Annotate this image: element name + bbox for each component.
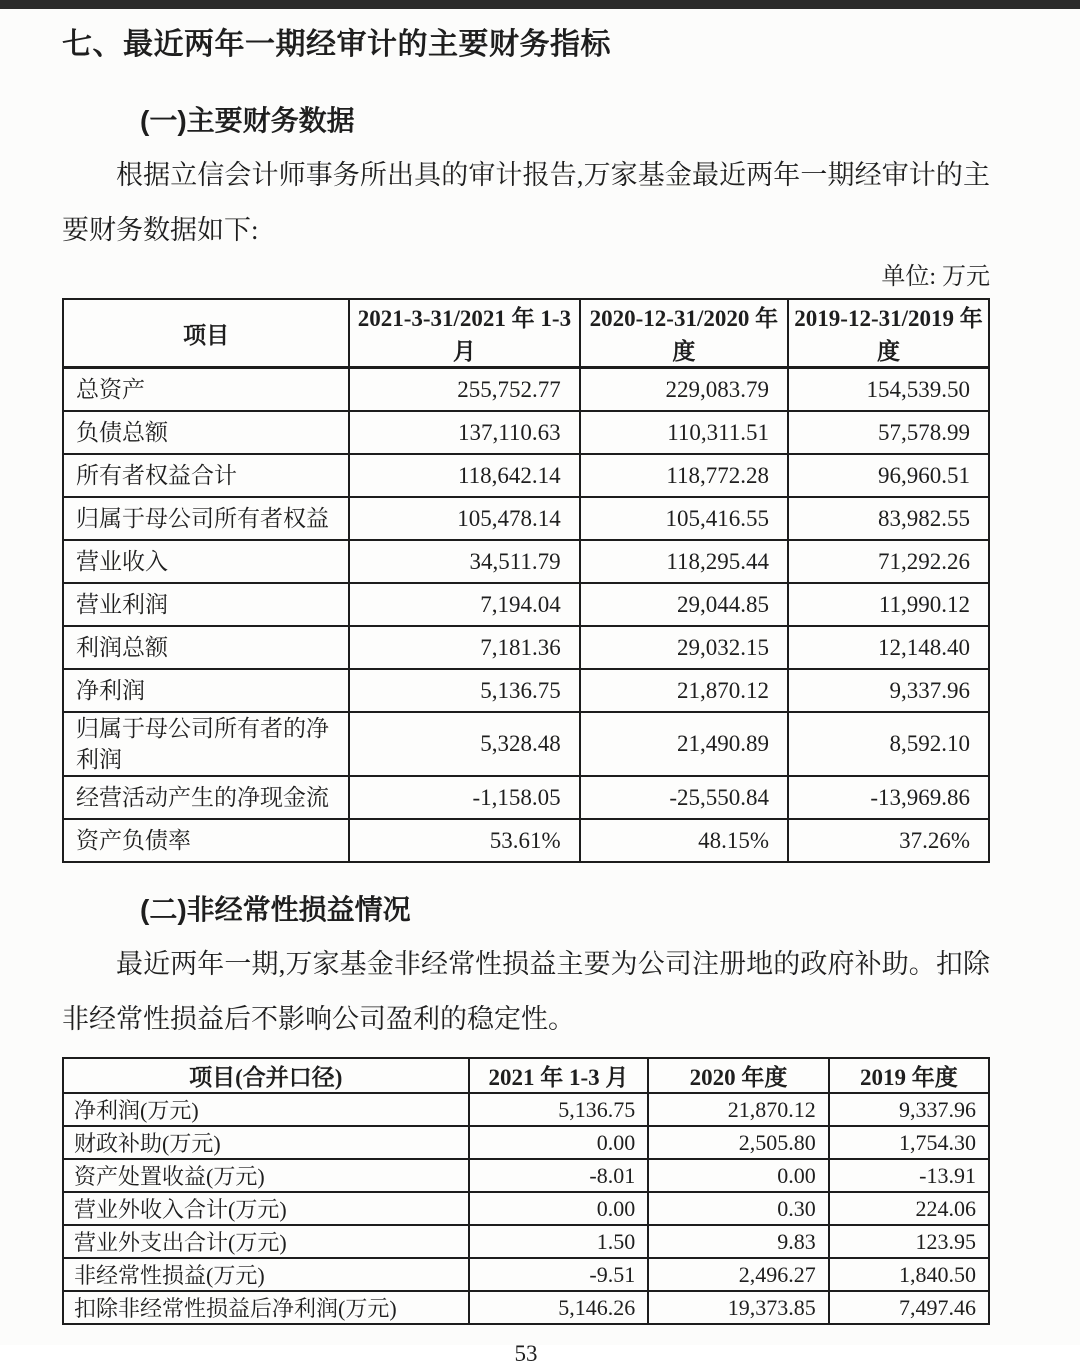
table-header-row <box>63 1058 989 1093</box>
cell-value: 5,136.75 <box>469 1093 649 1126</box>
row-label: 负债总额 <box>63 411 349 454</box>
cell-value: 9,337.96 <box>788 669 989 712</box>
row-label: 总资产 <box>63 368 349 412</box>
header-cell-2021: 2021-3-31/2021 年 1-3 月 <box>349 299 580 368</box>
cell-value: 0.00 <box>469 1126 649 1159</box>
table-row <box>63 1126 989 1159</box>
window-top-edge <box>0 0 1080 9</box>
cell-value: 137,110.63 <box>349 411 580 454</box>
row-label: 财政补助(万元) <box>63 1126 469 1159</box>
cell-value: 29,032.15 <box>580 626 788 669</box>
row-label: 利润总额 <box>63 626 349 669</box>
cell-value: -13.91 <box>829 1159 989 1192</box>
cell-value: 2,496.27 <box>648 1258 829 1291</box>
table-row <box>63 1291 989 1324</box>
cell-value: 37.26% <box>788 819 989 862</box>
subsection-2-heading: (二)非经常性损益情况 <box>140 894 411 925</box>
table-row <box>63 454 989 497</box>
cell-value: 2,505.80 <box>648 1126 829 1159</box>
row-label: 营业利润 <box>63 583 349 626</box>
cell-value: 5,136.75 <box>349 669 580 712</box>
cell-value: 118,642.14 <box>349 454 580 497</box>
header-cell-item: 项目(合并口径) <box>63 1058 469 1093</box>
cell-value: 1,840.50 <box>829 1258 989 1291</box>
cell-value: 154,539.50 <box>788 368 989 412</box>
subsection-1-paragraph: 根据立信会计师事务所出具的审计报告,万家基金最近两年一期经审计的主要财务数据如下: <box>62 160 990 245</box>
header-cell-2019: 2019-12-31/2019 年度 <box>788 299 989 368</box>
cell-value: 71,292.26 <box>788 540 989 583</box>
cell-value: 0.30 <box>648 1192 829 1225</box>
cell-value: -1,158.05 <box>349 776 580 819</box>
cell-value: 8,592.10 <box>788 712 989 776</box>
cell-value: 83,982.55 <box>788 497 989 540</box>
row-label: 营业外支出合计(万元) <box>63 1225 469 1258</box>
cell-value: 5,328.48 <box>349 712 580 776</box>
row-label: 扣除非经常性损益后净利润(万元) <box>63 1291 469 1324</box>
cell-value: 7,194.04 <box>349 583 580 626</box>
cell-value: 96,960.51 <box>788 454 989 497</box>
table-row <box>63 669 989 712</box>
subsection-2-paragraph: 最近两年一期,万家基金非经常性损益主要为公司注册地的政府补助。扣除非经常性损益后不影响公司盈利的稳定性。 <box>62 949 990 1034</box>
cell-value: 224.06 <box>829 1192 989 1225</box>
header-cell-2021: 2021 年 1-3 月 <box>469 1058 649 1093</box>
row-label: 经营活动产生的净现金流 <box>63 776 349 819</box>
cell-value: 34,511.79 <box>349 540 580 583</box>
cell-value: 7,181.36 <box>349 626 580 669</box>
table-row <box>63 583 989 626</box>
cell-value: 1.50 <box>469 1225 649 1258</box>
cell-value: 48.15% <box>580 819 788 862</box>
table-row <box>63 626 989 669</box>
cell-value: 118,772.28 <box>580 454 788 497</box>
cell-value: 21,870.12 <box>648 1093 829 1126</box>
row-label: 营业收入 <box>63 540 349 583</box>
row-label: 所有者权益合计 <box>63 454 349 497</box>
cell-value: 105,416.55 <box>580 497 788 540</box>
table-row <box>63 540 989 583</box>
table-row <box>63 497 989 540</box>
cell-value: 21,870.12 <box>580 669 788 712</box>
table-row <box>63 712 989 776</box>
row-label: 净利润(万元) <box>63 1093 469 1126</box>
row-label: 非经常性损益(万元) <box>63 1258 469 1291</box>
row-label: 资产负债率 <box>63 819 349 862</box>
cell-value: 21,490.89 <box>580 712 788 776</box>
cell-value: 19,373.85 <box>648 1291 829 1324</box>
cell-value: 255,752.77 <box>349 368 580 412</box>
main-financial-data-table <box>62 298 990 863</box>
cell-value: -13,969.86 <box>788 776 989 819</box>
cell-value: 11,990.12 <box>788 583 989 626</box>
cell-value: 0.00 <box>469 1192 649 1225</box>
cell-value: 53.61% <box>349 819 580 862</box>
cell-value: 57,578.99 <box>788 411 989 454</box>
table-row <box>63 1258 989 1291</box>
table-row <box>63 1225 989 1258</box>
cell-value: 9,337.96 <box>829 1093 989 1126</box>
row-label: 归属于母公司所有者的净利润 <box>63 712 349 776</box>
table-row <box>63 1093 989 1126</box>
non-recurring-gains-table <box>62 1057 990 1325</box>
table-row <box>63 819 989 862</box>
cell-value: 7,497.46 <box>829 1291 989 1324</box>
subsection-1-heading: (一)主要财务数据 <box>140 105 355 136</box>
cell-value: 110,311.51 <box>580 411 788 454</box>
table-row <box>63 776 989 819</box>
cell-value: 105,478.14 <box>349 497 580 540</box>
cell-value: 1,754.30 <box>829 1126 989 1159</box>
cell-value: 229,083.79 <box>580 368 788 412</box>
cell-value: 5,146.26 <box>469 1291 649 1324</box>
table-row <box>63 1159 989 1192</box>
table-row <box>63 1192 989 1225</box>
table-header-row <box>63 299 989 368</box>
header-cell-2020: 2020 年度 <box>648 1058 829 1093</box>
cell-value: -25,550.84 <box>580 776 788 819</box>
section-heading: 七、最近两年一期经审计的主要财务指标 <box>62 28 611 61</box>
table-row <box>63 411 989 454</box>
unit-label: 单位: 万元 <box>881 264 990 290</box>
cell-value: 12,148.40 <box>788 626 989 669</box>
cell-value: -8.01 <box>469 1159 649 1192</box>
row-label: 净利润 <box>63 669 349 712</box>
cell-value: 123.95 <box>829 1225 989 1258</box>
header-cell-item: 项目 <box>63 299 349 368</box>
row-label: 资产处置收益(万元) <box>63 1159 469 1192</box>
row-label: 归属于母公司所有者权益 <box>63 497 349 540</box>
header-cell-2020: 2020-12-31/2020 年度 <box>580 299 788 368</box>
header-cell-2019: 2019 年度 <box>829 1058 989 1093</box>
cell-value: 118,295.44 <box>580 540 788 583</box>
cell-value: -9.51 <box>469 1258 649 1291</box>
cell-value: 0.00 <box>648 1159 829 1192</box>
row-label: 营业外收入合计(万元) <box>63 1192 469 1225</box>
table-row <box>63 368 989 412</box>
cell-value: 29,044.85 <box>580 583 788 626</box>
cell-value: 9.83 <box>648 1225 829 1258</box>
page-number: 53 <box>514 1341 538 1366</box>
